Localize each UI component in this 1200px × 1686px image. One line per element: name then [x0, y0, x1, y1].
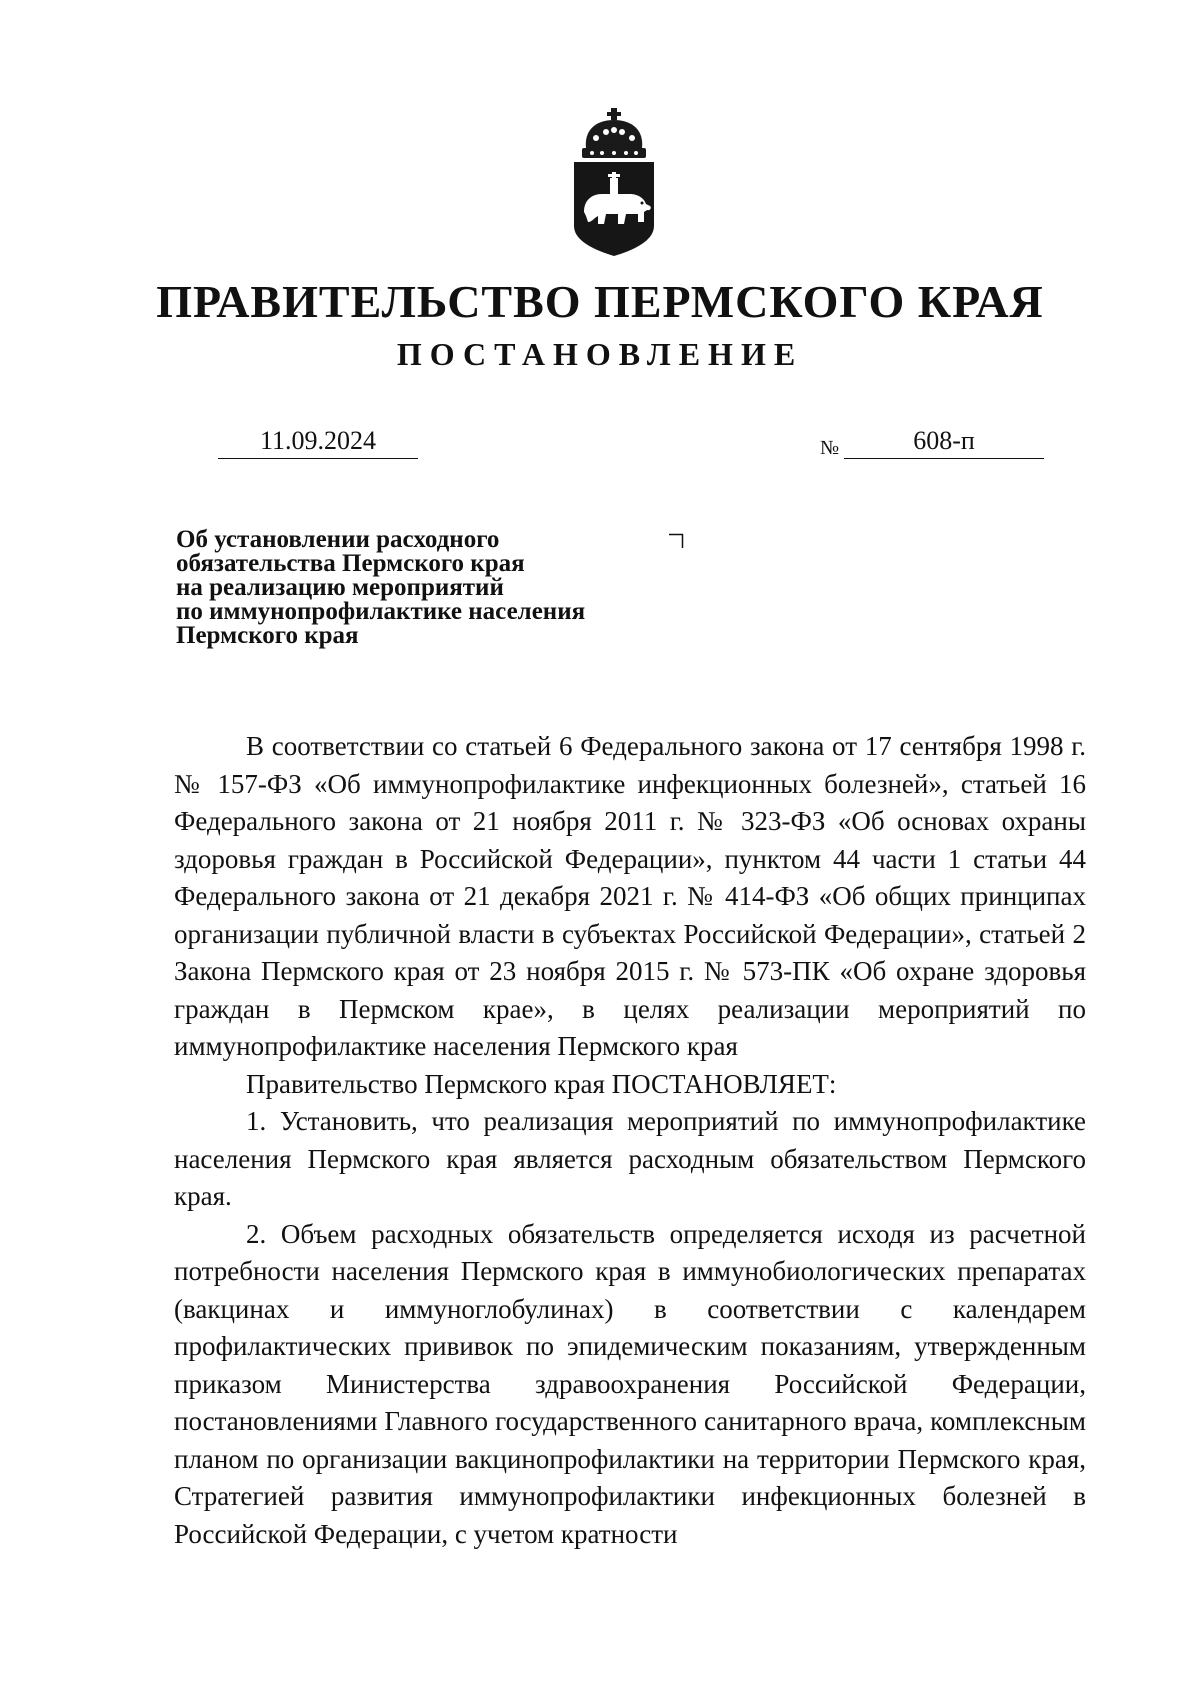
- resolution-clause: Правительство Пермского края ПОСТАНОВЛЯЕТ:: [246, 1068, 837, 1099]
- subject-line: на реализацию мероприятий: [176, 574, 504, 601]
- preamble-paragraph: В соответствии со статьей 6 Федерального закона от 17 сентября 1998 г. № 157-ФЗ «Об иммунопрофилактике инфекционных болезней», статьей 16 Федерального закона от 21 ноября 2011 г. № 323-ФЗ «Об основах охраны здоровья граждан в Российской Федерации», пунктом 44 части 1 статьи 44 Федерального закона от 21 декабря 2021 г. № 414-ФЗ «Об общих принципах организации публичной власти в субъектах Российской Федерации», статьей 2 Закона Пермского края от 23 ноября 2015 г. № 573-ПК «Об охране здоровья граждан в Пермском крае», в целях реализации мероприятий по иммунопрофилактике населения Пермского края: [174, 731, 1086, 1061]
- number-label: №: [820, 437, 840, 459]
- perm-krai-coat-of-arms: [566, 108, 662, 258]
- subject-line: по иммунопрофилактике населения: [176, 598, 586, 625]
- item-2-paragraph: 2. Объем расходных обязательств определяется исходя из расчетной потребности населения Пермского края в иммунобиологических препаратах (вакцинах и иммуноглобулинах) в соответствии с календарем профилактических прививок по эпидемическим показаниям, утвержденным приказом Министерства здравоохранения Российской Федерации, постановлениями Главного государственного санитарного врача, комплексным планом по организации вакцинопрофилактики на территории Пермского края, Стратегией развития иммунопрофилактики инфекционных болезней в Российской Федерации, с учетом кратности: [174, 1218, 1086, 1549]
- document-subject: [176, 528, 696, 648]
- corner-bracket-mark: [668, 533, 684, 549]
- document-date: 11.09.2024: [218, 424, 418, 459]
- subject-line: обязательства Пермского края: [176, 550, 525, 577]
- item-1-paragraph: 1. Установить, что реализация мероприятий по иммунопрофилактике населения Пермского края является расходным обязательством Пермского края.: [174, 1106, 1086, 1211]
- document-number: 608-п: [844, 424, 1044, 459]
- subject-line: Пермского края: [176, 622, 359, 649]
- subject-line: Об установлении расходного: [176, 526, 500, 553]
- document-body: [174, 728, 1086, 1553]
- organization-title: ПРАВИТЕЛЬСТВО ПЕРМСКОГО КРАЯ: [156, 276, 1044, 327]
- document-type: ПОСТАНОВЛЕНИЕ: [396, 336, 804, 372]
